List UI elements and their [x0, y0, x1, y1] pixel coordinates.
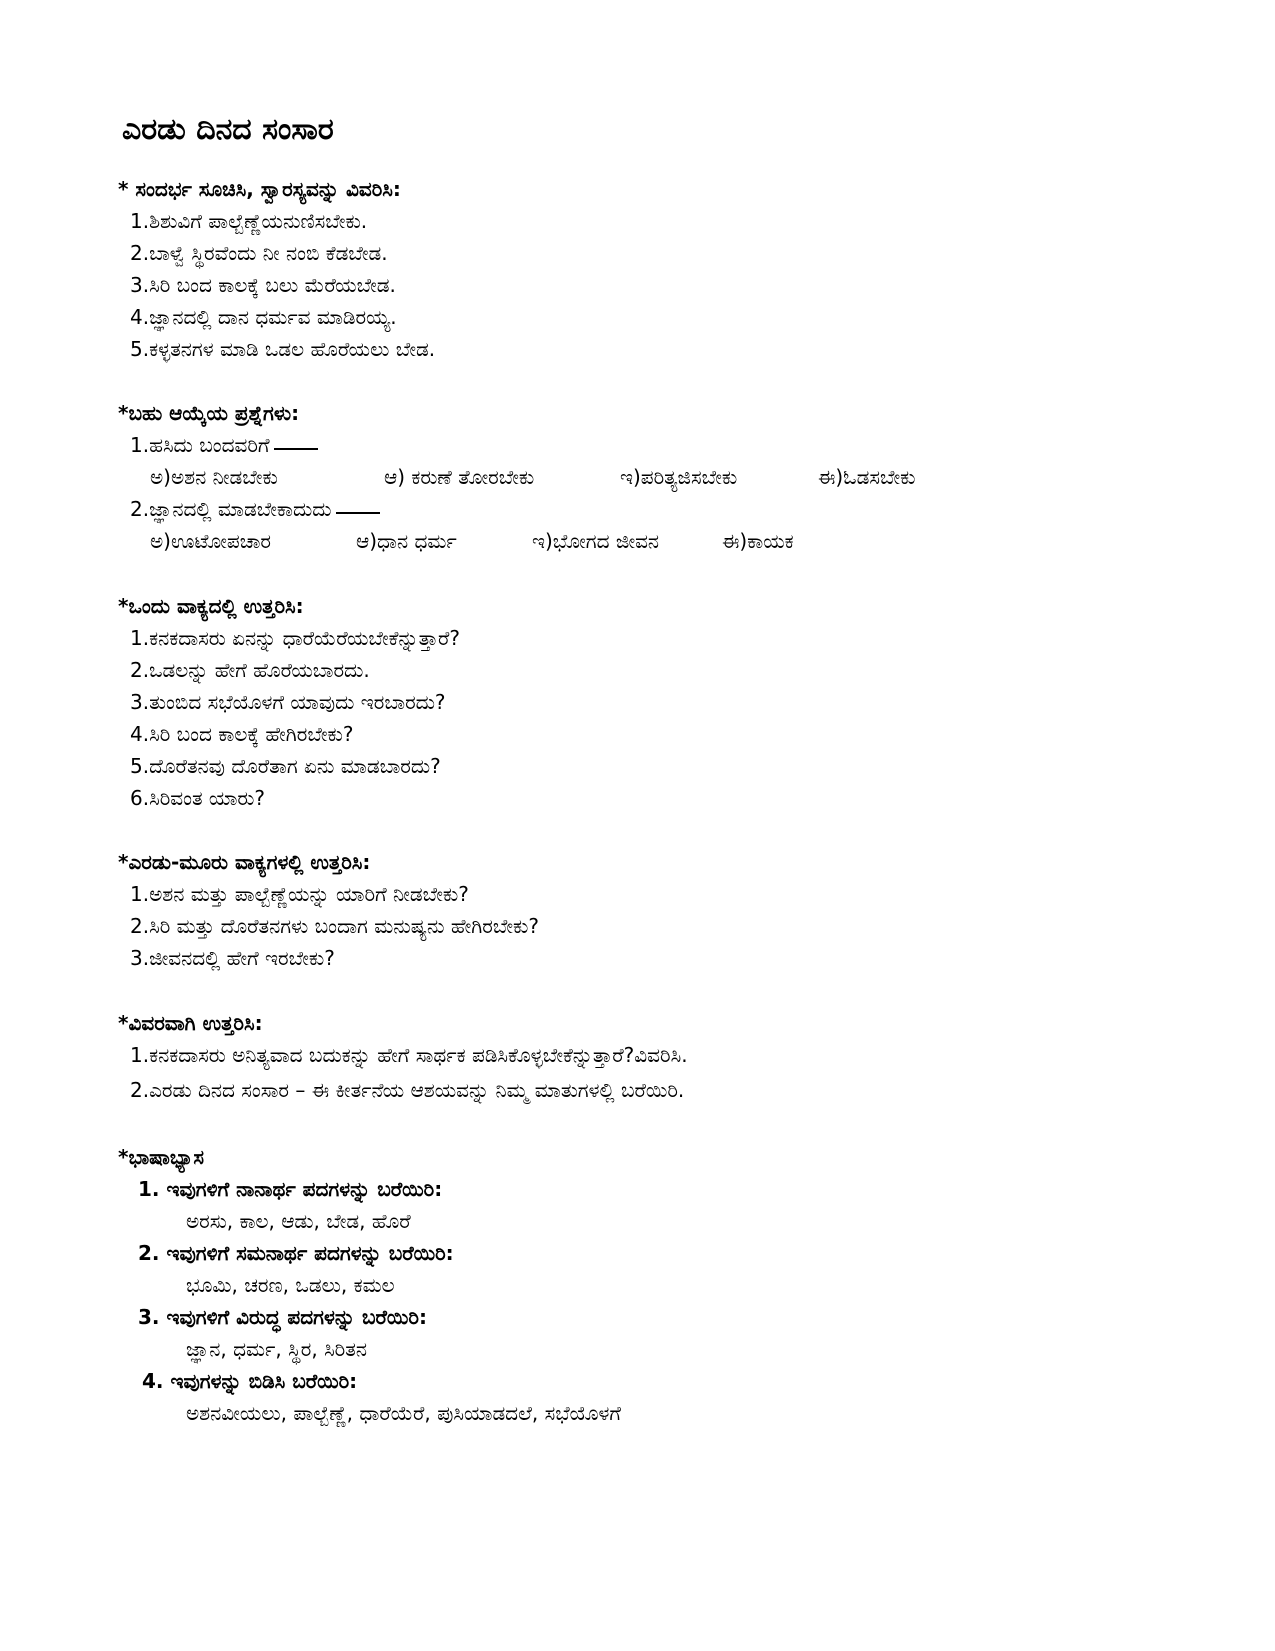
- mcq-question-1: [130, 432, 318, 458]
- exercise-words: ಅಶನವೀಯಲು, ಪಾಲ್ಬೆಣ್ಣೆ, ಧಾರೆಯೆರೆ, ಪುಸಿಯಾಡದಲೆ, ಸಭೆಯೊಳಗೆ: [186, 1401, 621, 1425]
- exercise-question: 3. ಇವುಗಳಿಗೆ ವಿರುದ್ಧ ಪದಗಳನ್ನು ಬರೆಯಿರಿ:: [138, 1305, 427, 1329]
- mcq-option: ಇ)ಭೋಗದ ಜೀವನ: [532, 529, 660, 553]
- mcq-option: ಈ)ಕಾಯಕ: [722, 529, 794, 553]
- mcq-question-2: [130, 496, 380, 522]
- mcq-option: ಅ)ಊಟೋಪಚಾರ: [150, 529, 272, 553]
- section-heading-one-sentence: *ಒಂದು ವಾಕ್ಯದಲ್ಲಿ ಉತ್ತರಿಸಿ:: [118, 594, 304, 618]
- list-item: 5.ಕಳ್ಳತನಗಳ ಮಾಡಿ ಒಡಲ ಹೊರೆಯಲು ಬೇಡ.: [130, 337, 436, 361]
- section-heading-language-practice: *ಭಾಷಾಭ್ಯಾಸ: [118, 1145, 204, 1169]
- exercise-question: 4. ಇವುಗಳನ್ನು ಬಿಡಿಸಿ ಬರೆಯಿರಿ:: [142, 1369, 358, 1393]
- list-item: 1.ಶಿಶುವಿಗೆ ಪಾಲ್ಬೆಣ್ಣೆಯನುಣಿಸಬೇಕು.: [130, 209, 368, 233]
- list-item: 4.ಜ್ಞಾನದಲ್ಲಿ ದಾನ ಧರ್ಮವ ಮಾಡಿರಯ್ಯ.: [130, 305, 397, 329]
- mcq-question-text: 1.ಹಸಿದು ಬಂದವರಿಗೆ: [130, 433, 270, 457]
- list-item: 3.ಸಿರಿ ಬಂದ ಕಾಲಕ್ಕೆ ಬಲು ಮೆರೆಯಬೇಡ.: [130, 273, 396, 297]
- section-heading-two-three-sentences: *ಎರಡು-ಮೂರು ವಾಕ್ಯಗಳಲ್ಲಿ ಉತ್ತರಿಸಿ:: [118, 850, 371, 874]
- list-item: 4.ಸಿರಿ ಬಂದ ಕಾಲಕ್ಕೆ ಹೇಗಿರಬೇಕು?: [130, 722, 354, 746]
- list-item: 1.ಕನಕದಾಸರು ಅನಿತ್ಯವಾದ ಬದುಕನ್ನು ಹೇಗೆ ಸಾರ್ಥಕ ಪಡಿಸಿಕೊಳ್ಳಬೇಕೆನ್ನುತ್ತಾರೆ?ವಿವರಿಸಿ.: [130, 1043, 688, 1067]
- exercise-words: ಜ್ಞಾನ, ಧರ್ಮ, ಸ್ಥಿರ, ಸಿರಿತನ: [186, 1337, 367, 1361]
- mcq-option: ಆ) ಕರುಣೆ ತೋರಬೇಕು: [384, 465, 535, 489]
- answer-blank: [336, 512, 380, 514]
- section-heading-mcq: *ಬಹು ಆಯ್ಕೆಯ ಪ್ರಶ್ನೆಗಳು:: [118, 401, 300, 425]
- page-title: ಎರಡು ದಿನದ ಸಂಸಾರ: [122, 112, 334, 147]
- list-item: 3.ಜೀವನದಲ್ಲಿ ಹೇಗೆ ಇರಬೇಕು?: [130, 946, 335, 970]
- list-item: 1.ಕನಕದಾಸರು ಏನನ್ನು ಧಾರೆಯೆರೆಯಬೇಕೆನ್ನುತ್ತಾರೆ?: [130, 626, 460, 650]
- list-item: 3.ತುಂಬಿದ ಸಭೆಯೊಳಗೆ ಯಾವುದು ಇರಬಾರದು?: [130, 690, 446, 714]
- mcq-option: ಆ)ಧಾನ ಧರ್ಮ: [356, 529, 457, 553]
- mcq-option: ಈ)ಓಡಸಬೇಕು: [818, 465, 916, 489]
- section-heading-detailed: *ವಿವರವಾಗಿ ಉತ್ತರಿಸಿ:: [118, 1011, 263, 1035]
- mcq-option: ಅ)ಅಶನ ನೀಡಬೇಕು: [150, 465, 278, 489]
- exercise-question: 1. ಇವುಗಳಿಗೆ ನಾನಾರ್ಥ ಪದಗಳನ್ನು ಬರೆಯಿರಿ:: [138, 1177, 443, 1201]
- mcq-question-text: 2.ಜ್ಞಾನದಲ್ಲಿ ಮಾಡಬೇಕಾದುದು: [130, 497, 332, 521]
- list-item: 1.ಅಶನ ಮತ್ತು ಪಾಲ್ಬೆಣ್ಣೆಯನ್ನು ಯಾರಿಗೆ ನೀಡಬೇಕು?: [130, 882, 469, 906]
- mcq-option: ಇ)ಪರಿತ್ಯಜಿಸಬೇಕು: [620, 465, 738, 489]
- list-item: 5.ದೊರೆತನವು ದೊರೆತಾಗ ಏನು ಮಾಡಬಾರದು?: [130, 754, 441, 778]
- list-item: 2.ಒಡಲನ್ನು ಹೇಗೆ ಹೊರೆಯಬಾರದು.: [130, 658, 370, 682]
- exercise-words: ಅರಸು, ಕಾಲ, ಆಡು, ಬೇಡ, ಹೊರೆ: [186, 1209, 411, 1233]
- list-item: 2.ಎರಡು ದಿನದ ಸಂಸಾರ – ಈ ಕೀರ್ತನೆಯ ಆಶಯವನ್ನು ನಿಮ್ಮ ಮಾತುಗಳಲ್ಲಿ ಬರೆಯಿರಿ.: [130, 1078, 685, 1102]
- section-heading-context: * ಸಂದರ್ಭ ಸೂಚಿಸಿ, ಸ್ವಾರಸ್ಯವನ್ನು ವಿವರಿಸಿ:: [118, 177, 401, 201]
- list-item: 6.ಸಿರಿವಂತ ಯಾರು?: [130, 786, 265, 810]
- exercise-question: 2. ಇವುಗಳಿಗೆ ಸಮನಾರ್ಥ ಪದಗಳನ್ನು ಬರೆಯಿರಿ:: [138, 1241, 454, 1265]
- list-item: 2.ಸಿರಿ ಮತ್ತು ದೊರೆತನಗಳು ಬಂದಾಗ ಮನುಷ್ಯನು ಹೇಗಿರಬೇಕು?: [130, 914, 540, 938]
- answer-blank: [274, 448, 318, 450]
- list-item: 2.ಬಾಳ್ವೆ ಸ್ಥಿರವೆಂದು ನೀ ನಂಬಿ ಕೆಡಬೇಡ.: [130, 241, 388, 265]
- exercise-words: ಭೂಮಿ, ಚರಣ, ಒಡಲು, ಕಮಲ: [186, 1273, 395, 1297]
